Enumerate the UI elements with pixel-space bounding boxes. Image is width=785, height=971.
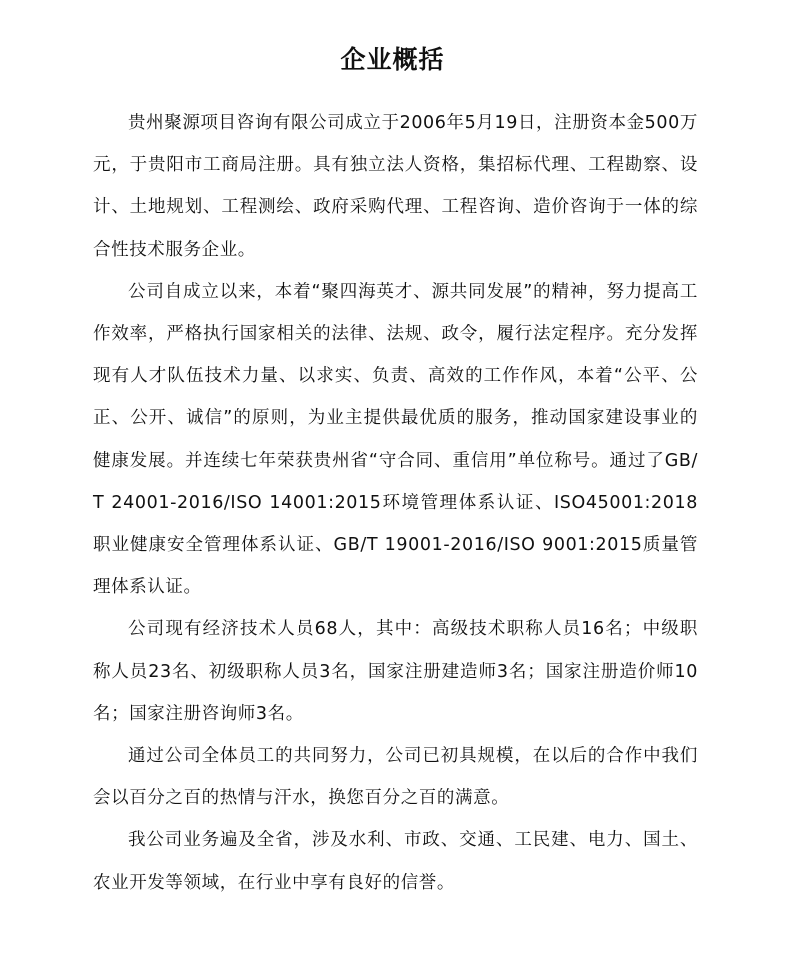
paragraph-company-spirit: 公司自成立以来，本着“聚四海英才、源共同发展”的精神，努力提高工作效率，严格执行国家相关的法律、法规、政令，履行法定程序。充分发挥现有人才队伍技术力量、以求实、负责、高效的工作作风，本着“公平、公正、公开、诚信”的原则，为业主提供最优质的服务，推动国家建设事业的健康发展。并连续七年荣获贵州省“守合同、重信用”单位称号。通过了GB/T 24001-2016/ISO 14001:2015环境管理体系认证、ISO45001:2018职业健康安全管理体系认证、GB/T 19001-2016/ISO 9001:2015质量管理体系认证。 — [93, 281, 698, 598]
page-title: 企业概括 — [340, 45, 445, 74]
document-body — [93, 102, 698, 904]
paragraph-company-intro: 贵州聚源项目咨询有限公司成立于2006年5月19日，注册资本金500万元，于贵阳市工商局注册。具有独立法人资格，集招标代理、工程勘察、设计、土地规划、工程测绘、政府采购代理、工程咨询、造价咨询于一体的综合性技术服务企业。 — [93, 113, 698, 260]
paragraph-commitment: 通过公司全体员工的共同努力，公司已初具规模，在以后的合作中我们会以百分之百的热情与汗水，换您百分之百的满意。 — [93, 746, 698, 809]
paragraph-business-scope: 我公司业务遍及全省，涉及水利、市政、交通、工民建、电力、国土、农业开发等领域，在行业中享有良好的信誉。 — [93, 830, 698, 893]
paragraph-staff: 公司现有经济技术人员68人，其中：高级技术职称人员16名；中级职称人员23名、初级职称人员3名，国家注册建造师3名；国家注册造价师10名；国家注册咨询师3名。 — [93, 619, 698, 724]
